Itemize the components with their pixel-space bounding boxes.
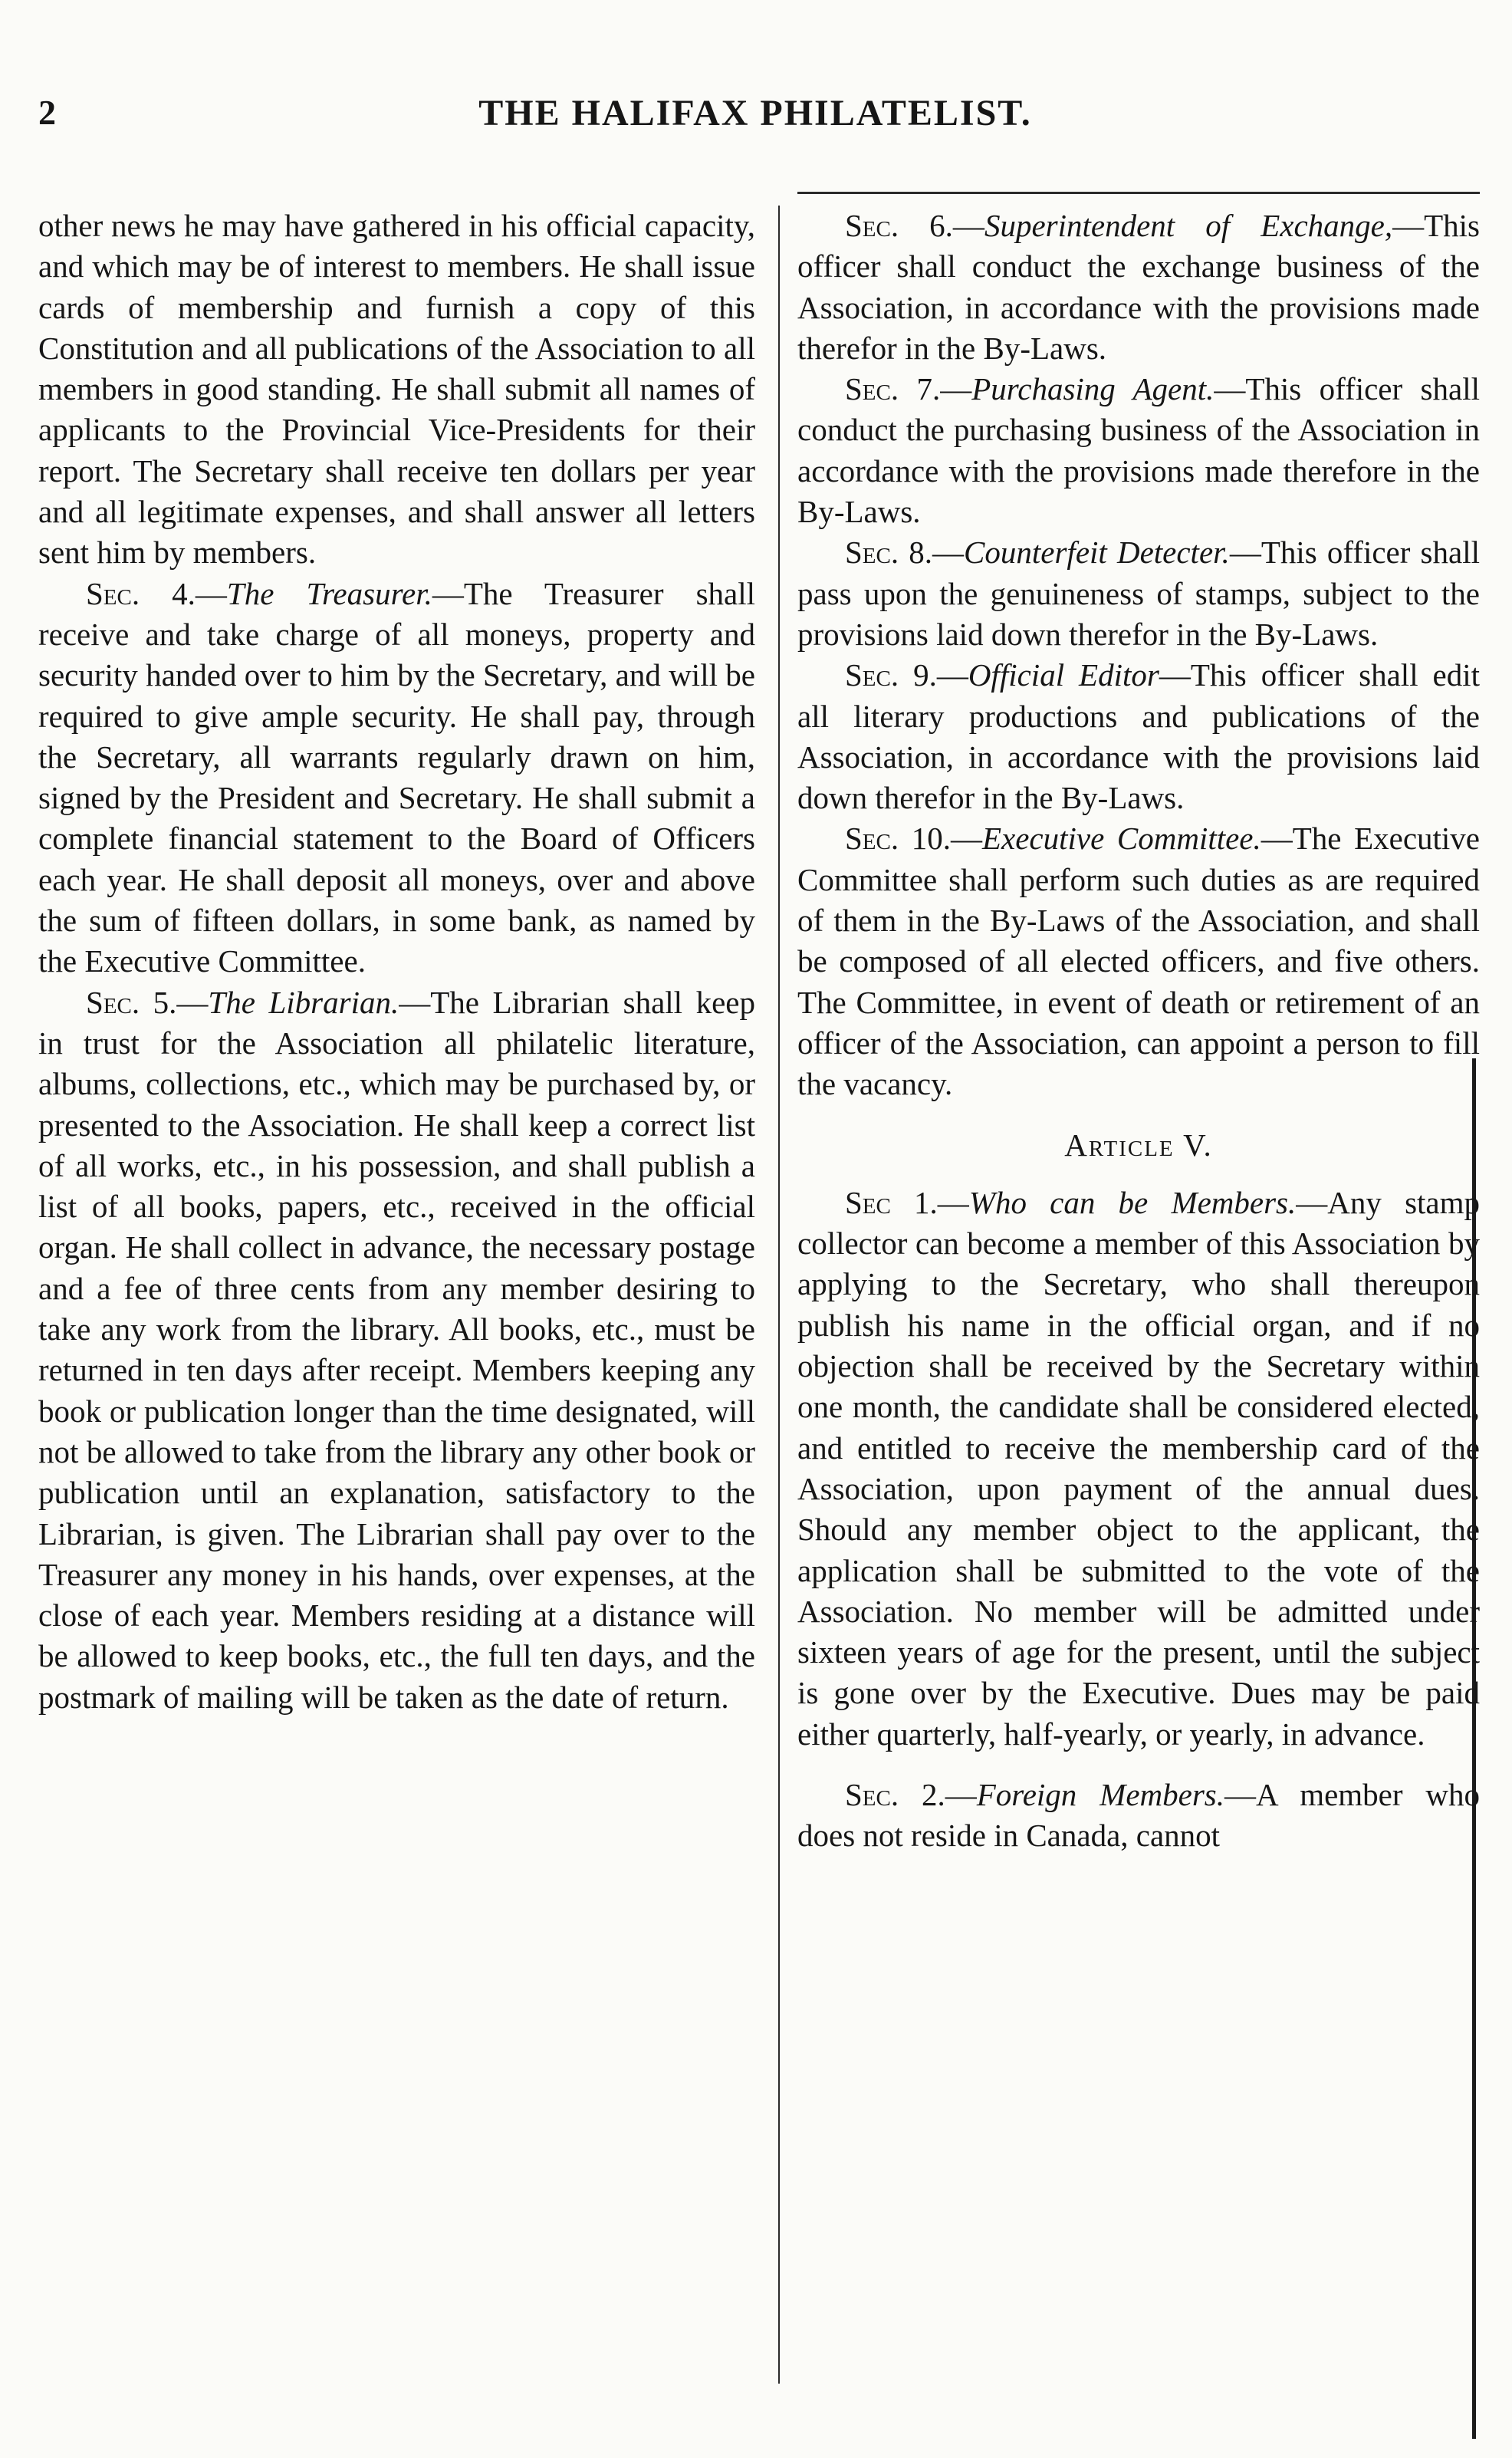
section-label: Sec. 10.— [845,821,982,857]
section-7-purchasing [797,369,1480,532]
section-text: —The Librarian shall keep in trust for the Association all philatelic literature, albums, collections, etc., which may be purchased by, or presented to the Association. He shall keep a correct list of all works, etc., in his possession, and shall publish a list of all books, papers, etc., received in the official organ. He shall collect in advance, the necessary postage and a fee of three cents from any member desiring to take any work from the library. All books, etc., must be returned in ten days after receipt. Members keeping any book or publication longer than the time designated, will not be allowed to take from the library any other book or publication until an explanation, satisfactory to the Librarian, is given. The Librarian shall pay over to the Treasurer any money in his hands, over expenses, at the close of each year. Members residing at a distance will be allowed to keep books, etc., the full ten days, and the postmark of mailing will be taken as the date of return. [38,984,756,1715]
section-title: The Librarian. [208,984,399,1020]
section-4-treasurer [38,574,755,982]
section-text: —This officer shall edit all literary productions and publications of the Association, in accordance with the provisions laid down therefor in the By-Laws. [797,657,1481,816]
left-column [38,206,755,1718]
section-title: Superintendent of Exchange, [984,208,1393,243]
section-title: Counterfeit Detecter. [964,535,1230,571]
article-heading: Article V. [1064,1127,1213,1163]
section-text: —This officer shall pass upon the genuineness of stamps, subject to the provisions laid down therefor in the By-Laws. [797,535,1480,652]
section-9-editor [797,655,1480,818]
page-header [38,92,1472,146]
section-title: Purchasing Agent. [971,371,1215,407]
section-label: Sec. 2.— [845,1776,977,1812]
column-top-rule [797,192,1480,194]
section-5-librarian [38,982,755,1718]
section-label: Sec. 4.— [86,575,227,611]
section-8-counterfeit [797,532,1480,655]
article-5-section-1 [797,1183,1480,1755]
section-label: Sec. 5.— [86,984,209,1020]
section-title: Executive Committee. [981,821,1261,857]
section-label: Sec. 9.— [845,657,968,693]
page-number: 2 [38,93,56,132]
column-divider [778,206,780,2384]
section-text: —Any stamp collector can become a member of this Association by applying to the Secretary, who shall thereupon publish his name in the official organ, and if no objection shall be received by the Secretary within one month, the candidate shall be considered elected, and entitled to receive the membership card of the Association, upon payment of the annual dues. Should any member object to the applicant, the application shall be submitted to the vote of the Association. No member will be admitted under sixteen years of age for the present, until the subject is gone over by the Executive. Dues may be paid either quarterly, half-yearly, or yearly, in advance. [797,1184,1481,1752]
section-text: —A member who does not reside in Canada, cannot [797,1776,1480,1854]
section-10-executive [797,818,1480,1104]
paragraph-secretary-continued: other news he may have gathered in his official capacity, and which may be of interest to members. He shall issue cards of membership and furnish a copy of this Constitution and all publications of the Association to all members in good standing. He shall submit all names of applicants to the Provincial Vice-Presidents for their report. The Secretary shall receive ten dollars per year and all legitimate expenses, and shall answer all letters sent him by members. [38,208,755,571]
section-label: Sec. 6.— [845,208,984,243]
running-title: THE HALIFAX PHILATELIST. [478,93,1032,133]
section-text: —This officer shall conduct the exchange business of the Association, in accordance with the provisions made therefor in the By-Laws. [797,208,1480,366]
section-label: Sec. 8.— [845,535,965,571]
right-column [797,206,1480,1857]
article-5-section-2 [797,1775,1480,1857]
section-text: —The Executive Committee shall perform such duties as are required of them in the By-Laws of the Association, and shall be composed of all elected officers, and five others. The Committee, in event of death or retirement of an officer of the Association, can appoint a person to fill the vacancy. [797,821,1481,1102]
section-label: Sec 1.— [845,1184,969,1220]
section-label: Sec. 7.— [845,371,972,407]
section-title: The Treasurer. [226,575,432,611]
section-6-exchange [797,206,1480,369]
section-title: Foreign Members. [976,1776,1224,1812]
section-text: —This officer shall conduct the purchasing business of the Association in accordance with the provisions made therefore in the By-Laws. [797,371,1480,530]
section-title: Official Editor [968,657,1159,693]
section-text: —The Treasurer shall receive and take charge of all moneys, property and security handed over to him by the Secretary, and will be required to give ample security. He shall pay, through the Secretary, all warrants regularly drawn on him, signed by the President and Secretary. He shall submit a complete financial statement to the Board of Officers each year. He shall deposit all moneys, over and above the sum of fifteen dollars, in some bank, as named by the Executive Committee. [38,575,756,979]
section-title: Who can be Members. [968,1184,1297,1220]
